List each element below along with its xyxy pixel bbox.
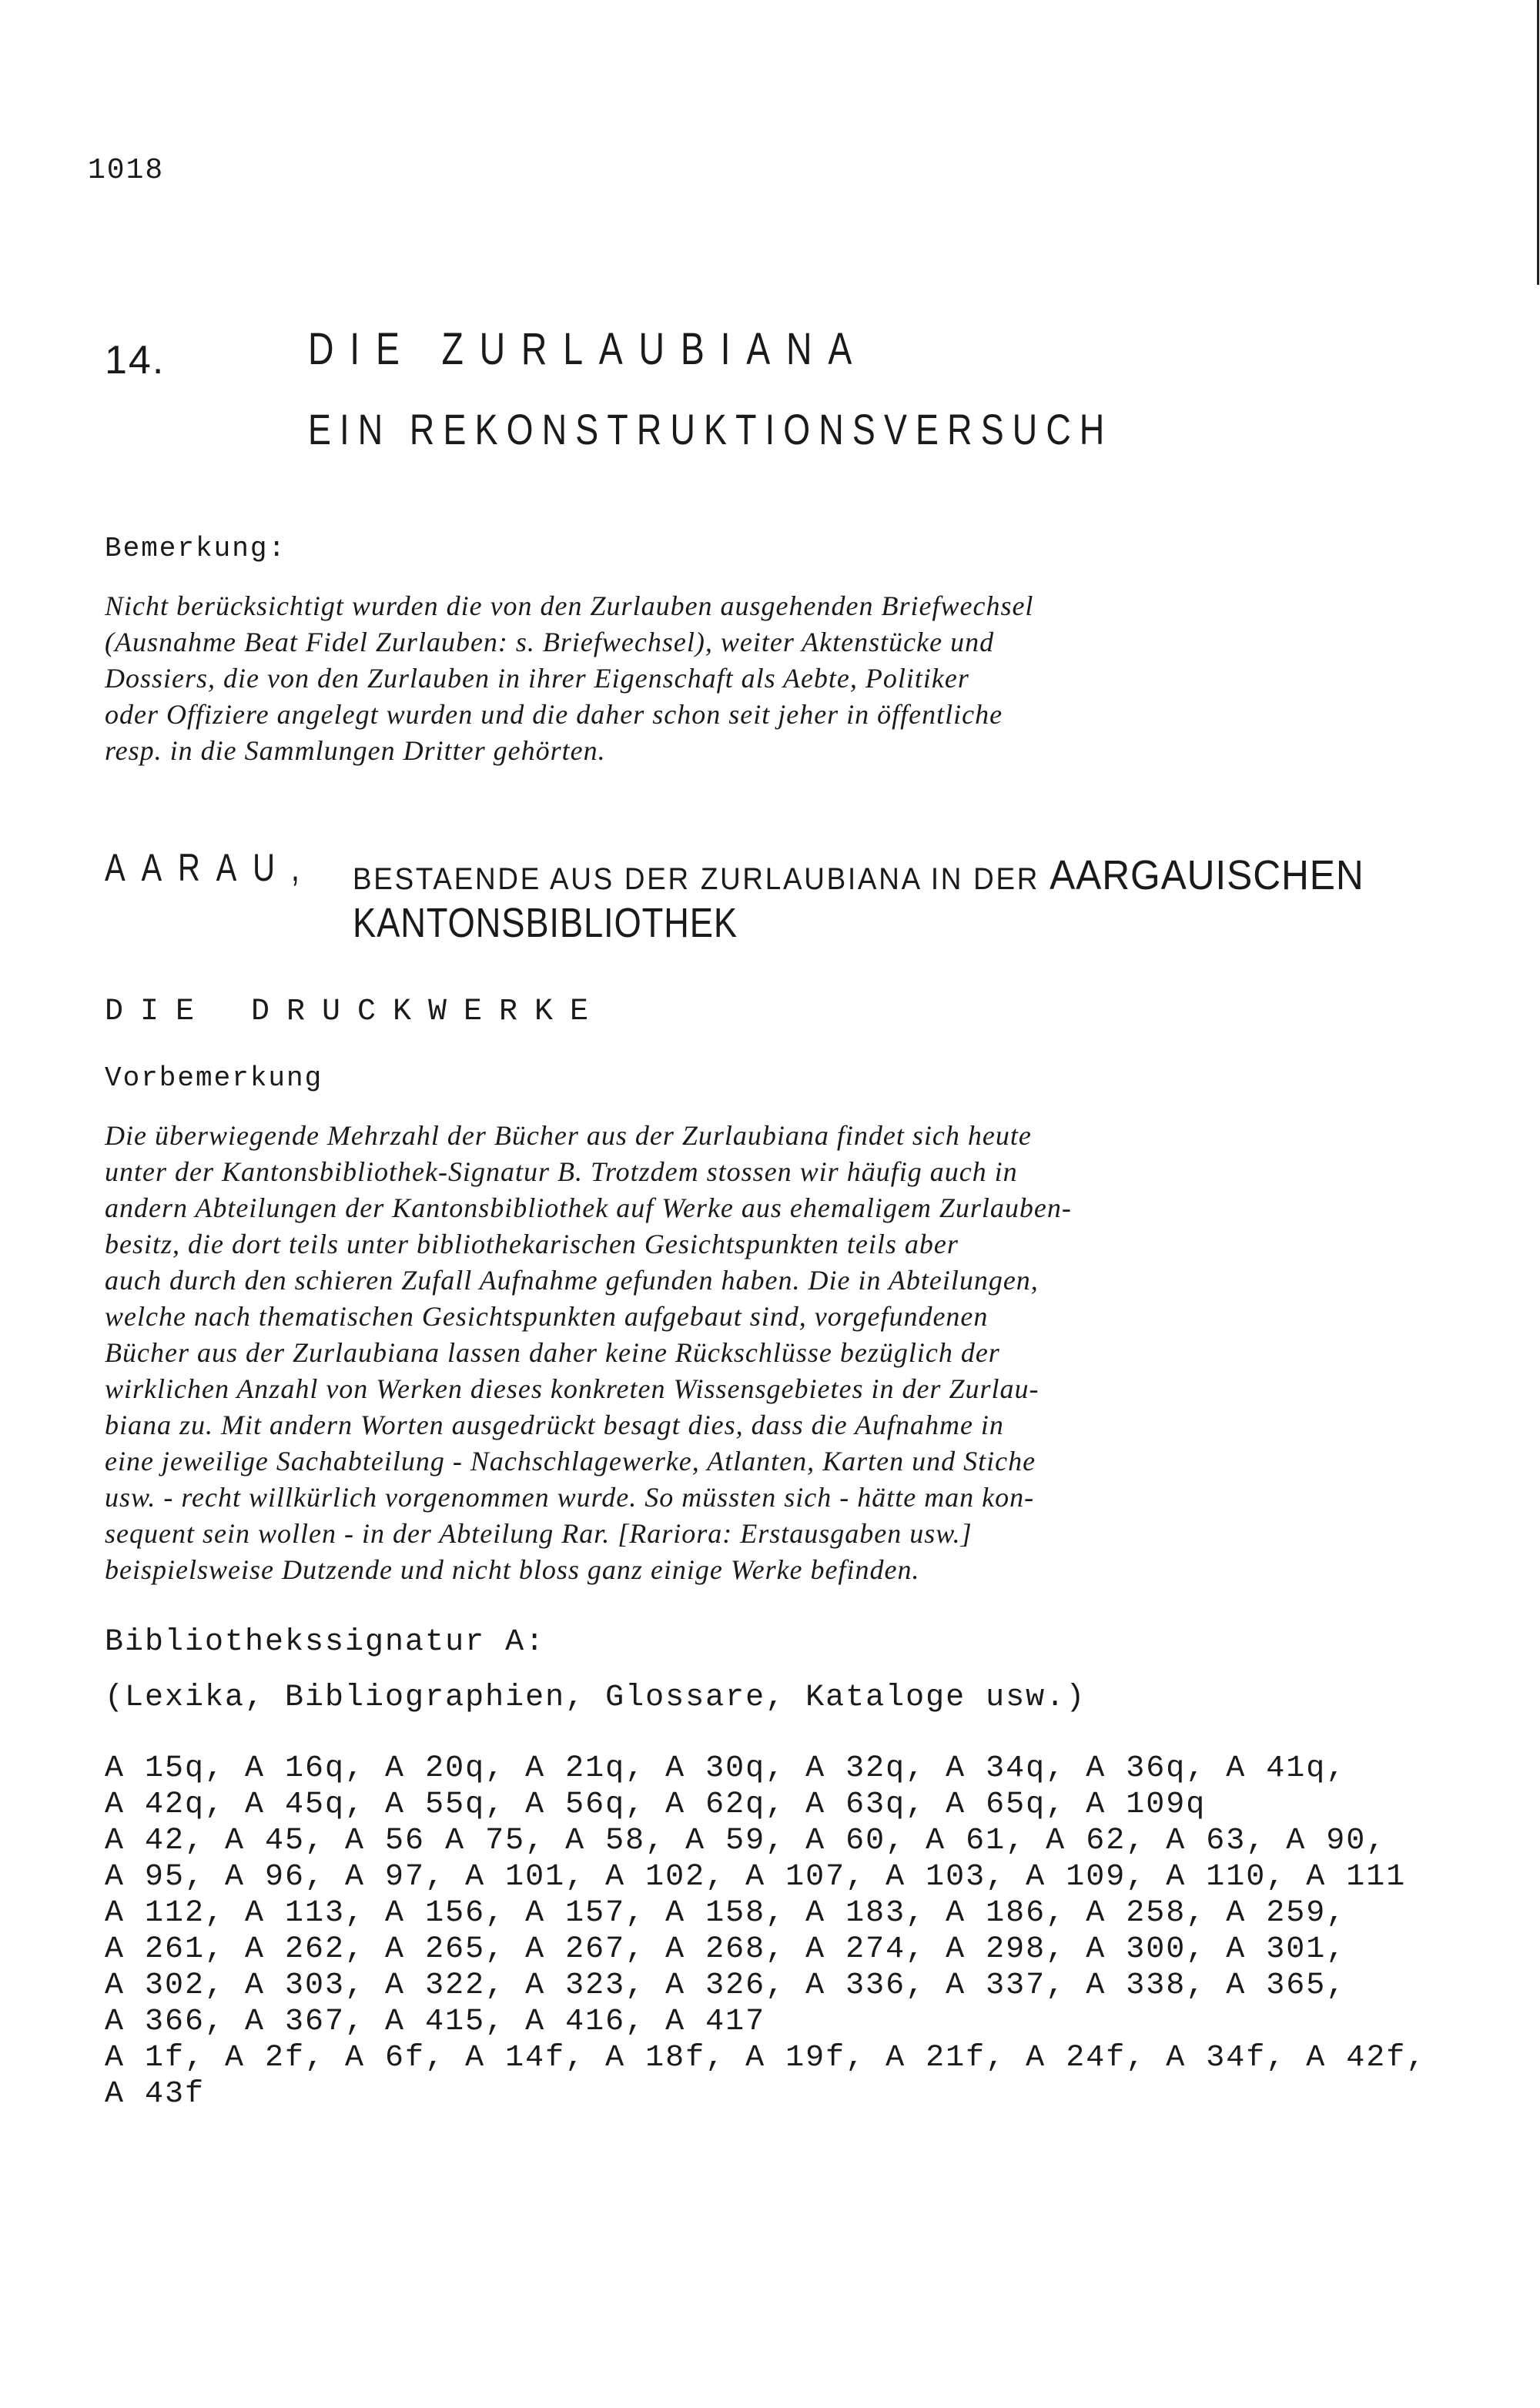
preface-line: Bücher aus der Zurlaubiana lassen daher keine Rückschlüsse bezüglich der [105,1337,1000,1368]
section-title-line2: KANTONSBIBLIOTHEK [353,900,738,946]
chapter-number: 14. [105,338,166,383]
section-place: AARAU, [105,846,316,889]
preface-line: beispielsweise Dutzende und nicht bloss ganz einige Werke befinden. [105,1554,920,1585]
subsection-word: DRUCKWERKE [251,995,606,1029]
preface-text [105,1118,1445,1588]
preface-line: usw. - recht willkürlich vorgenommen wurde. So müssten sich - hätte man kon- [105,1482,1035,1513]
remark-line: Dossiers, die von den Zurlauben in ihrer Eigenschaft als Aebte, Politiker [105,663,969,694]
page-number: 1018 [88,154,165,187]
signature-description-block [105,1680,1086,1717]
subsection-word: DIE [105,995,212,1029]
signature-line: A 1f, A 2f, A 6f, A 14f, A 18f, A 19f, A 21f, A 24f, A 34f, A 42f, [105,2041,1427,2075]
remark-label: Bemerkung: [105,533,287,564]
section-title-part1: BESTAENDE AUS DER ZURLAUBIANA IN DER [353,862,1050,896]
subsection-heading [105,995,645,1029]
preface-line: auch durch den schieren Zufall Aufnahme gefunden haben. Die in Abteilungen, [105,1265,1039,1296]
preface-line: eine jeweilige Sachabteilung - Nachschlagewerke, Atlanten, Karten und Stiche [105,1446,1036,1477]
signature-list [105,1751,1426,2112]
signature-line: A 43f [105,2077,206,2112]
remark-text [105,588,1445,769]
signature-line: A 112, A 113, A 156, A 157, A 158, A 183, A 186, A 258, A 259, [105,1896,1347,1931]
signature-line: A 302, A 303, A 322, A 323, A 326, A 336, A 337, A 338, A 365, [105,1968,1347,2003]
preface-line: welche nach thematischen Gesichtspunkten aufgebaut sind, vorgefundenen [105,1301,989,1332]
preface-line: besitz, die dort teils unter bibliothekarischen Gesichtspunkten teils aber [105,1229,959,1259]
section-title-part2: AARGAUISCHEN [1050,852,1364,898]
preface-line: unter der Kantonsbibliothek-Signatur B. Trotzdem stossen wir häufig auch in [105,1156,1018,1187]
signature-line: A 42, A 45, A 56 A 75, A 58, A 59, A 60, A 61, A 62, A 63, A 90, [105,1824,1387,1858]
preface-label: Vorbemerkung [105,1062,323,1094]
signature-description: (Lexika, Bibliographien, Glossare, Kataloge usw.) [105,1681,1086,1715]
preface-line: biana zu. Mit andern Worten ausgedrückt besagt dies, dass die Aufnahme in [105,1410,1004,1440]
preface-line: andern Abteilungen der Kantonsbibliothek auf Werke aus ehemaligem Zurlauben- [105,1192,1072,1223]
page-edge-line [1537,0,1539,285]
signature-label: Bibliothekssignatur A: [105,1625,546,1660]
signature-header [105,1624,545,1661]
chapter-title: DIE ZURLAUBIANA [308,324,869,374]
remark-line: resp. in die Sammlungen Dritter gehörten. [105,735,606,766]
signature-line: A 95, A 96, A 97, A 101, A 102, A 107, A 103, A 109, A 110, A 111 [105,1860,1407,1895]
preface-line: wirklichen Anzahl von Werken dieses konkreten Wissensgebietes in der Zurlau- [105,1373,1040,1404]
signature-line: A 42q, A 45q, A 55q, A 56q, A 62q, A 63q, A 65q, A 109q [105,1788,1207,1822]
signature-line: A 261, A 262, A 265, A 267, A 268, A 274, A 298, A 300, A 301, [105,1932,1347,1967]
preface-line: sequent sein wollen - in der Abteilung Rar. [Rariora: Erstausgaben usw.] [105,1518,973,1549]
signature-line: A 15q, A 16q, A 20q, A 21q, A 30q, A 32q, A 34q, A 36q, A 41q, [105,1751,1347,1786]
chapter-subtitle: EIN REKONSTRUKTIONSVERSUCH [308,405,1113,453]
remark-line: Nicht berücksichtigt wurden die von den Zurlauben ausgehenden Briefwechsel [105,590,1034,621]
preface-line: Die überwiegende Mehrzahl der Bücher aus der Zurlaubiana findet sich heute [105,1120,1032,1151]
remark-line: oder Offiziere angelegt wurden und die daher schon seit jeher in öffentliche [105,699,1003,730]
signature-line: A 366, A 367, A 415, A 416, A 417 [105,2005,766,2039]
section-title [353,851,1364,899]
remark-line: (Ausnahme Beat Fidel Zurlauben: s. Briefwechsel), weiter Aktenstücke und [105,627,995,657]
